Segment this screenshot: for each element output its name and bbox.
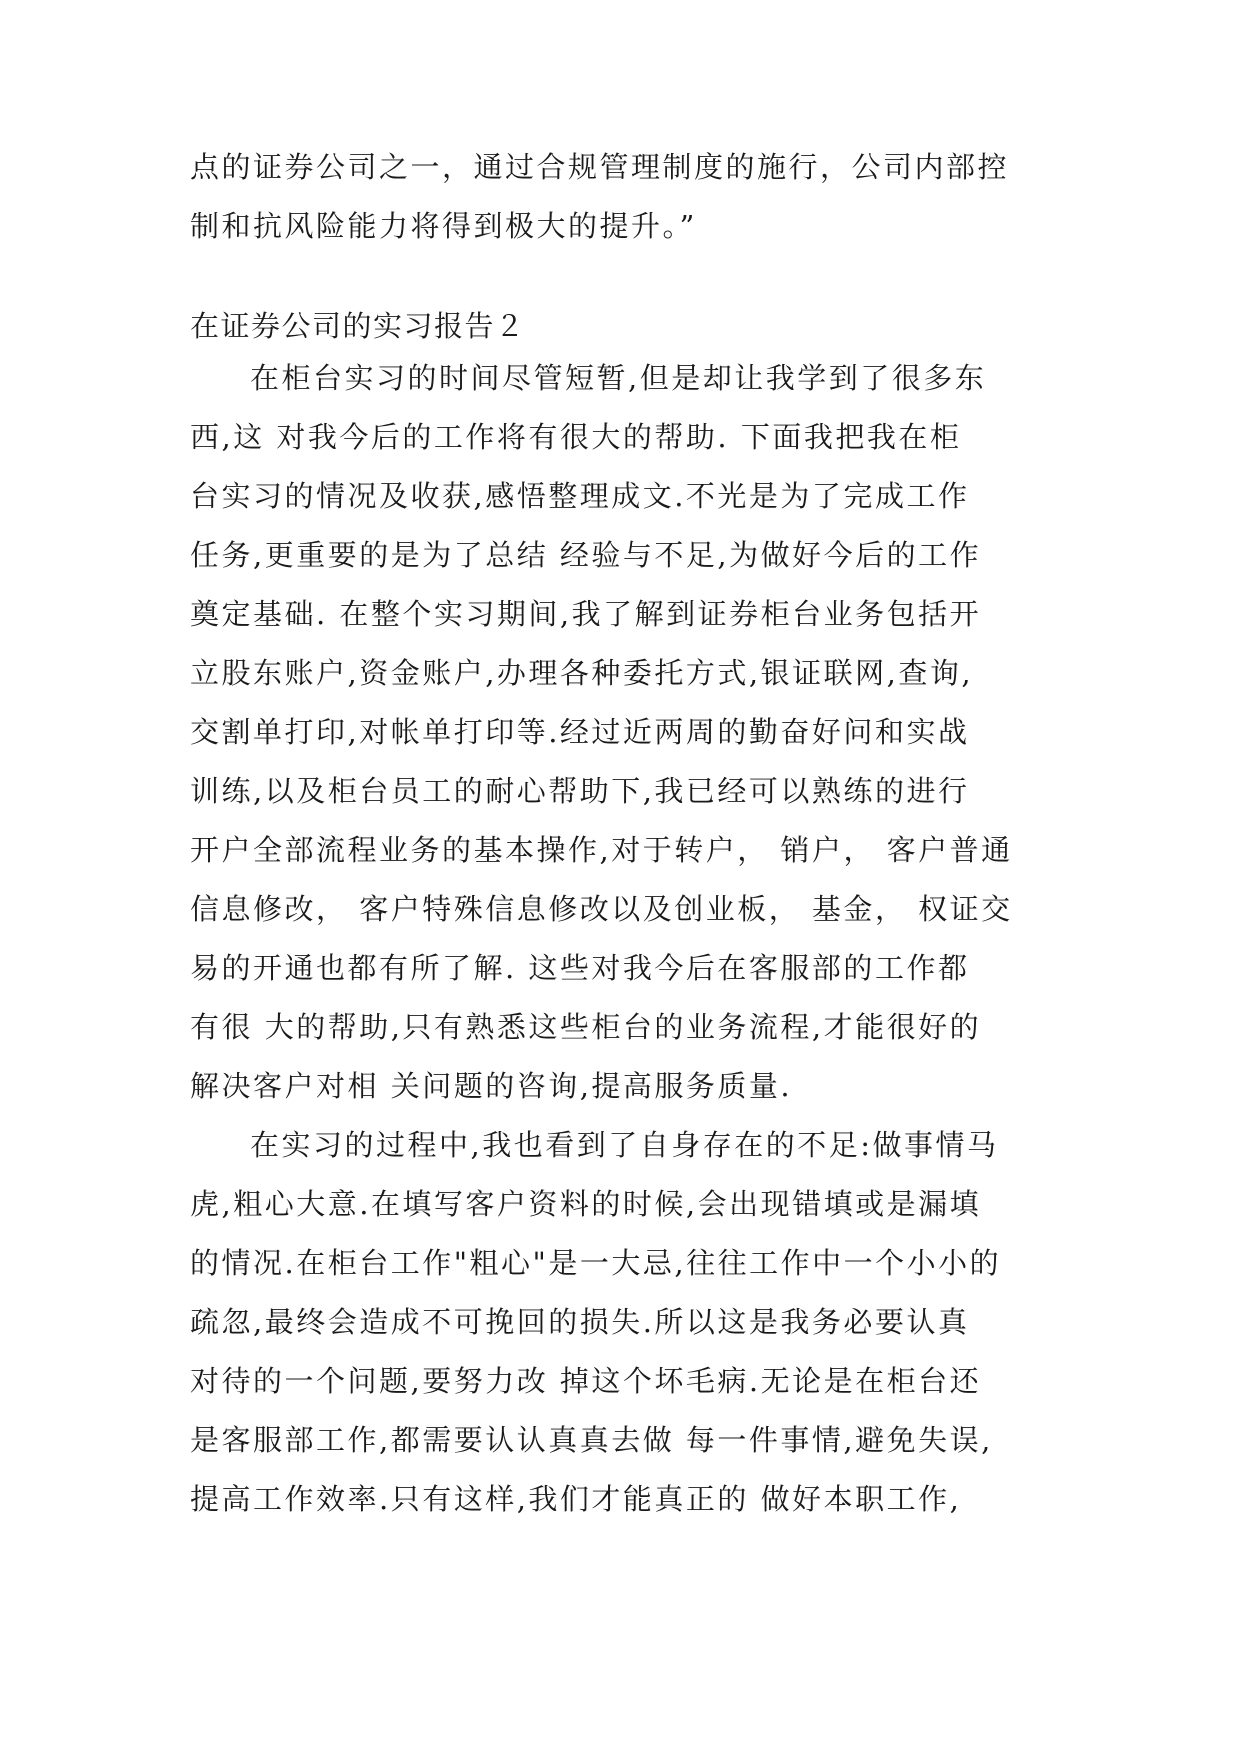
text-line: 解决客户对相 关问题的咨询,提高服务质量. bbox=[190, 1069, 793, 1103]
text-line: 台实习的情况及收获,感悟整理成文.不光是为了完成工作 bbox=[190, 479, 970, 513]
text-line: 疏忽,最终会造成不可挽回的损失.所以这是我务必要认真 bbox=[190, 1305, 970, 1339]
text-line: 是客服部工作,都需要认认真真去做 每一件事情,避免失误, bbox=[190, 1423, 993, 1457]
paragraph-2 bbox=[190, 1116, 1070, 1529]
text-line: 任务,更重要的是为了总结 经验与不足,为做好今后的工作 bbox=[190, 538, 982, 572]
text-line: 开户全部流程业务的基本操作,对于转户， 销户， 客户普通 bbox=[190, 833, 1013, 867]
text-line: 立股东账户,资金账户,办理各种委托方式,银证联网,查询, bbox=[190, 656, 974, 690]
section-heading bbox=[190, 297, 1070, 356]
text-line: 的情况.在柜台工作"粗心"是一大忌,往往工作中一个小小的 bbox=[190, 1246, 1002, 1280]
text-line: 奠定基础. 在整个实习期间,我了解到证券柜台业务包括开 bbox=[190, 597, 982, 631]
text-line: 西,这 对我今后的工作将有很大的帮助. 下面我把我在柜 bbox=[190, 420, 962, 454]
text-line: 点的证券公司之一，通过合规管理制度的施行，公司内部控 bbox=[190, 150, 1010, 184]
text-line: 提高工作效率.只有这样,我们才能真正的 做好本职工作, bbox=[190, 1482, 962, 1516]
continuation-text bbox=[190, 138, 1070, 256]
text-line: 在柜台实习的时间尽管短暂,但是却让我学到了很多东 bbox=[250, 361, 987, 395]
paragraph-1 bbox=[190, 349, 1070, 1116]
text-line: 在实习的过程中,我也看到了自身存在的不足:做事情马 bbox=[250, 1128, 999, 1162]
text-line: 信息修改， 客户特殊信息修改以及创业板， 基金， 权证交 bbox=[190, 892, 1013, 926]
text-line: 易的开通也都有所了解. 这些对我今后在客服部的工作都 bbox=[190, 951, 970, 985]
text-line: 对待的一个问题,要努力改 掉这个坏毛病.无论是在柜台还 bbox=[190, 1364, 982, 1398]
text-line: 制和抗风险能力将得到极大的提升。” bbox=[190, 209, 697, 243]
section-title: 在证券公司的实习报告２ bbox=[190, 309, 526, 343]
text-line: 交割单打印,对帐单打印等.经过近两周的勤奋好问和实战 bbox=[190, 715, 970, 749]
text-line: 虎,粗心大意.在填写客户资料的时候,会出现错填或是漏填 bbox=[190, 1187, 982, 1221]
text-line: 有很 大的帮助,只有熟悉这些柜台的业务流程,才能很好的 bbox=[190, 1010, 982, 1044]
text-line: 训练,以及柜台员工的耐心帮助下,我已经可以熟练的进行 bbox=[190, 774, 970, 808]
